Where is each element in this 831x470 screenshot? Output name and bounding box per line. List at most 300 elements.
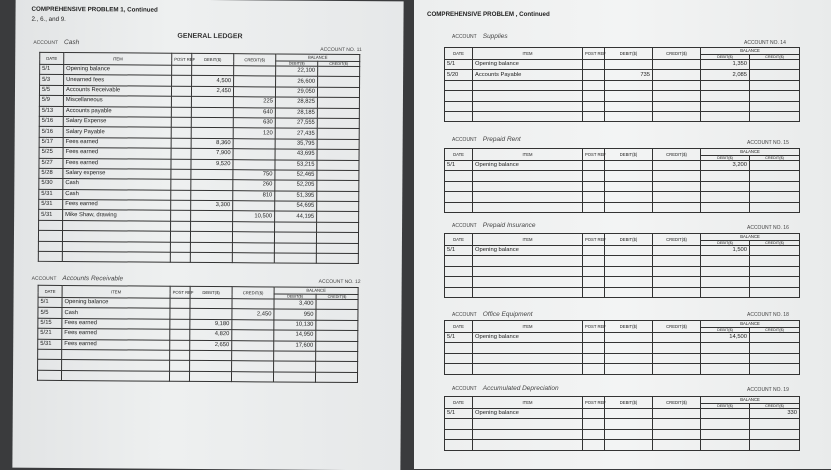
row-date: 5/31: [39, 210, 63, 221]
empty-ledger-row: [445, 202, 800, 212]
empty-cell: [274, 253, 316, 264]
col-debit-header: DEBIT($): [605, 397, 653, 409]
col-credit-header: CREDIT($): [653, 48, 701, 60]
ledger-row: [445, 161, 800, 171]
row-credit: [234, 66, 276, 77]
empty-cell: [170, 242, 190, 253]
col-debit-header: DEBIT($): [605, 48, 653, 60]
empty-cell: [445, 440, 473, 450]
row-debit: 8,360: [191, 138, 233, 149]
row-date: 5/5: [38, 308, 62, 319]
account-label: ACCOUNT: [452, 312, 477, 318]
empty-cell: [445, 419, 473, 429]
empty-cell: [583, 111, 605, 121]
empty-cell: [473, 353, 583, 363]
empty-cell: [701, 419, 750, 429]
empty-cell: [701, 277, 750, 287]
row-post-ref: [583, 246, 605, 256]
empty-cell: [316, 253, 358, 264]
col-post-ref-header: POST REF: [583, 397, 605, 409]
empty-ledger-row: [445, 277, 800, 287]
row-debit: 735: [605, 70, 653, 80]
row-date: 5/3: [40, 75, 64, 86]
col-bal-debit-header: DEBIT($): [701, 328, 750, 333]
empty-cell: [701, 181, 750, 191]
row-date: 5/21: [38, 328, 62, 339]
empty-cell: [653, 101, 701, 111]
empty-ledger-row: [38, 251, 358, 264]
empty-cell: [169, 371, 189, 382]
ledger-row: [445, 409, 800, 419]
empty-cell: [750, 277, 800, 287]
row-item: Fees earned: [63, 158, 171, 169]
row-debit: 3,300: [191, 200, 233, 211]
empty-cell: [701, 80, 750, 90]
empty-cell: [170, 231, 190, 242]
empty-cell: [62, 231, 170, 242]
row-date: 5/15: [38, 318, 62, 329]
row-post-ref: [170, 309, 190, 320]
row-post-ref: [170, 329, 190, 340]
empty-cell: [473, 364, 583, 374]
col-date-header: DATE: [445, 321, 473, 333]
empty-cell: [583, 181, 605, 191]
row-post-ref: [583, 409, 605, 419]
row-post-ref: [170, 298, 190, 309]
empty-cell: [605, 353, 653, 363]
col-balance-header: BALANCE: [276, 54, 360, 62]
empty-cell: [61, 370, 169, 381]
row-balance-debit: 52,205: [275, 180, 317, 191]
col-item-header: ITEM: [473, 234, 583, 246]
empty-cell: [605, 364, 653, 374]
empty-cell: [38, 231, 62, 242]
row-date: 5/20: [445, 70, 473, 80]
empty-cell: [38, 251, 62, 262]
empty-cell: [605, 91, 653, 101]
row-debit: [191, 117, 233, 128]
row-credit: [232, 299, 274, 310]
accum-dep-account-line: [452, 385, 559, 392]
empty-cell: [583, 101, 605, 111]
empty-cell: [274, 351, 316, 362]
row-credit: 225: [233, 97, 275, 108]
empty-cell: [750, 364, 800, 374]
col-balance-header: BALANCE: [701, 234, 800, 241]
empty-cell: [473, 256, 583, 266]
row-credit: 10,500: [233, 211, 275, 222]
row-balance-credit: [317, 87, 359, 98]
row-item: Opening balance: [64, 64, 172, 75]
row-balance-debit: 28,185: [275, 108, 317, 119]
row-item: Fees earned: [62, 339, 170, 350]
empty-cell: [653, 91, 701, 101]
row-item: Opening balance: [473, 161, 583, 171]
row-item: Opening balance: [473, 60, 583, 70]
ar-account-line: [32, 275, 123, 283]
empty-cell: [605, 266, 653, 276]
row-item: Accounts payable: [63, 106, 171, 117]
accum-dep-ledger-table: [444, 396, 800, 451]
empty-cell: [190, 350, 232, 361]
empty-cell: [473, 202, 583, 212]
row-date: 5/25: [39, 147, 63, 158]
supplies-ledger-table: [444, 47, 800, 122]
row-balance-credit: [317, 149, 359, 160]
accum-dep-account-number: ACCOUNT NO. 19: [747, 387, 789, 393]
empty-cell: [701, 171, 750, 181]
accum-dep-account-name: Accumulated Depreciation: [482, 385, 559, 392]
ar-ledger-table: [37, 285, 359, 383]
empty-cell: [653, 419, 701, 429]
empty-cell: [170, 252, 190, 263]
empty-cell: [232, 232, 274, 243]
col-bal-credit-header: CREDIT($): [750, 55, 800, 60]
empty-cell: [231, 371, 273, 382]
col-date-header: DATE: [445, 48, 473, 60]
empty-cell: [274, 243, 316, 254]
empty-cell: [190, 252, 232, 263]
empty-cell: [653, 192, 701, 202]
empty-cell: [653, 266, 701, 276]
empty-cell: [315, 372, 357, 383]
row-balance-credit: [317, 139, 359, 150]
empty-cell: [38, 360, 62, 371]
empty-cell: [445, 80, 473, 90]
empty-cell: [232, 242, 274, 253]
empty-cell: [473, 101, 583, 111]
empty-cell: [445, 111, 473, 121]
row-item: Mike Shaw, drawing: [63, 210, 171, 221]
empty-cell: [750, 101, 800, 111]
row-balance-credit: [317, 201, 359, 212]
empty-cell: [653, 287, 701, 297]
empty-cell: [473, 171, 583, 181]
row-balance-debit: 28,825: [275, 97, 317, 108]
empty-cell: [653, 202, 701, 212]
row-balance-credit: [750, 246, 800, 256]
row-debit: [191, 169, 233, 180]
row-balance-debit: [701, 409, 750, 419]
row-balance-credit: [316, 330, 358, 341]
row-debit: [191, 190, 233, 201]
empty-cell: [605, 256, 653, 266]
empty-ledger-row: [445, 192, 800, 202]
row-balance-debit: 52,465: [275, 170, 317, 181]
row-balance-debit: 14,500: [701, 333, 750, 343]
row-item: Cash: [62, 308, 170, 319]
empty-ledger-row: [445, 91, 800, 101]
supplies-account-name: Supplies: [482, 33, 508, 40]
empty-cell: [170, 350, 190, 361]
empty-cell: [445, 429, 473, 439]
empty-cell: [605, 277, 653, 287]
col-bal-debit-header: DEBIT($): [276, 61, 318, 66]
empty-cell: [653, 277, 701, 287]
row-debit: [191, 211, 233, 222]
empty-cell: [274, 361, 316, 372]
col-bal-credit-header: CREDIT($): [750, 156, 800, 161]
empty-cell: [583, 419, 605, 429]
empty-cell: [701, 266, 750, 276]
empty-ledger-row: [445, 111, 800, 121]
row-balance-debit: 2,085: [701, 70, 750, 80]
row-balance-credit: [318, 77, 360, 88]
row-credit: 260: [233, 180, 275, 191]
col-balance-header: BALANCE: [274, 287, 358, 295]
empty-cell: [445, 353, 473, 363]
empty-cell: [701, 364, 750, 374]
row-item: Unearned fees: [64, 75, 172, 86]
col-credit-header: CREDIT($): [653, 149, 701, 161]
row-balance-credit: [316, 341, 358, 352]
row-balance-credit: [317, 118, 359, 129]
empty-cell: [39, 220, 63, 231]
row-date: 5/31: [38, 339, 62, 350]
row-date: 5/31: [39, 199, 63, 210]
account-label: ACCOUNT: [31, 275, 57, 282]
empty-cell: [274, 232, 316, 243]
row-date: 5/1: [445, 246, 473, 256]
office-equipment-account-line: [452, 311, 533, 318]
left-page-header: COMPREHENSIVE PROBLEM 1, Continued: [31, 5, 158, 14]
empty-cell: [750, 111, 800, 121]
empty-ledger-row: [445, 80, 800, 90]
row-balance-credit: 330: [750, 409, 800, 419]
row-balance-debit: 950: [274, 309, 316, 320]
col-post-ref-header: POST REF: [583, 321, 605, 333]
empty-cell: [473, 343, 583, 353]
empty-cell: [232, 361, 274, 372]
empty-cell: [445, 277, 473, 287]
row-date: 5/1: [445, 333, 473, 343]
row-post-ref: [172, 65, 192, 76]
row-balance-debit: 1,350: [701, 60, 750, 70]
col-date-header: DATE: [445, 149, 473, 161]
row-balance-debit: 27,555: [275, 118, 317, 129]
row-post-ref: [583, 333, 605, 343]
empty-ledger-row: [445, 419, 800, 429]
row-item: Salary Expense: [63, 116, 171, 127]
row-credit: [232, 319, 274, 330]
row-balance-debit: 35,795: [275, 139, 317, 150]
row-balance-credit: [316, 310, 358, 321]
empty-cell: [445, 287, 473, 297]
empty-cell: [62, 252, 170, 263]
empty-cell: [653, 256, 701, 266]
empty-cell: [275, 222, 317, 233]
row-post-ref: [171, 96, 191, 107]
ledger-row: [445, 60, 800, 70]
col-date-header: DATE: [40, 52, 64, 64]
empty-cell: [316, 351, 358, 362]
row-credit: [653, 409, 701, 419]
col-post-ref-header: POST REF: [172, 53, 192, 65]
row-debit: [191, 180, 233, 191]
row-date: 5/1: [38, 297, 62, 308]
row-balance-credit: [317, 129, 359, 140]
ledger-row: [445, 246, 800, 256]
row-balance-credit: [317, 181, 359, 192]
empty-ledger-row: [445, 181, 800, 191]
row-balance-credit: [750, 161, 800, 171]
row-debit: 2,450: [191, 86, 233, 97]
empty-cell: [701, 353, 750, 363]
empty-cell: [583, 80, 605, 90]
row-credit: 630: [233, 118, 275, 129]
empty-cell: [605, 101, 653, 111]
row-debit: 4,820: [190, 330, 232, 341]
empty-cell: [583, 266, 605, 276]
empty-cell: [750, 287, 800, 297]
empty-cell: [583, 343, 605, 353]
empty-cell: [583, 429, 605, 439]
row-balance-credit: [317, 108, 359, 119]
row-post-ref: [171, 169, 191, 180]
empty-cell: [191, 221, 233, 232]
empty-ledger-row: [445, 256, 800, 266]
empty-cell: [653, 171, 701, 181]
row-credit: [653, 70, 701, 80]
row-balance-debit: 10,130: [274, 320, 316, 331]
row-balance-debit: 29,050: [275, 87, 317, 98]
office-equipment-ledger-table: [444, 320, 800, 375]
row-post-ref: [171, 200, 191, 211]
empty-cell: [701, 111, 750, 121]
prepaid-insurance-account-number: ACCOUNT NO. 16: [747, 225, 789, 231]
cash-ledger-table: [38, 52, 360, 265]
col-item-header: ITEM: [62, 285, 170, 298]
ar-account-number: ACCOUNT NO. 12: [318, 278, 361, 286]
row-balance-debit: 22,100: [276, 66, 318, 77]
account-label: ACCOUNT: [452, 137, 477, 143]
empty-cell: [189, 371, 231, 382]
row-credit: [233, 149, 275, 160]
row-credit: [653, 333, 701, 343]
empty-cell: [701, 91, 750, 101]
empty-cell: [233, 222, 275, 233]
row-date: 5/16: [39, 127, 63, 138]
row-credit: [233, 201, 275, 212]
row-item: Salary Payable: [63, 127, 171, 138]
ledger-row: [445, 70, 800, 80]
row-post-ref: [172, 76, 192, 87]
col-bal-debit-header: DEBIT($): [701, 404, 750, 409]
row-post-ref: [171, 86, 191, 97]
office-equipment-account-number: ACCOUNT NO. 18: [747, 312, 789, 318]
empty-ledger-row: [37, 370, 357, 383]
empty-cell: [445, 202, 473, 212]
row-debit: 4,500: [192, 76, 234, 87]
empty-cell: [316, 362, 358, 373]
row-date: 5/1: [40, 64, 64, 75]
col-balance-header: BALANCE: [701, 48, 800, 55]
row-debit: [192, 65, 234, 76]
empty-cell: [750, 91, 800, 101]
empty-cell: [473, 419, 583, 429]
empty-cell: [583, 287, 605, 297]
row-debit: 9,180: [190, 319, 232, 330]
row-date: 5/27: [39, 158, 63, 169]
col-credit-header: CREDIT($): [234, 54, 276, 66]
cash-account-line: [33, 39, 79, 46]
row-debit: 9,520: [191, 159, 233, 170]
row-balance-debit: 26,600: [276, 76, 318, 87]
row-item: Accounts Receivable: [63, 85, 171, 96]
row-post-ref: [171, 117, 191, 128]
row-debit: [605, 409, 653, 419]
row-debit: 2,650: [190, 340, 232, 351]
row-item: Fees earned: [63, 148, 171, 159]
empty-cell: [605, 419, 653, 429]
empty-cell: [653, 181, 701, 191]
empty-cell: [473, 277, 583, 287]
col-post-ref-header: POST REF: [583, 234, 605, 246]
row-credit: [653, 246, 701, 256]
col-credit-header: CREDIT($): [653, 397, 701, 409]
col-balance-header: BALANCE: [701, 321, 800, 328]
col-bal-credit-header: CREDIT($): [750, 404, 800, 409]
col-date-header: DATE: [445, 397, 473, 409]
col-bal-credit-header: CREDIT($): [316, 294, 358, 299]
row-credit: [234, 76, 276, 87]
row-credit: [233, 159, 275, 170]
empty-ledger-row: [445, 343, 800, 353]
col-bal-credit-header: CREDIT($): [750, 241, 800, 246]
row-debit: [191, 128, 233, 139]
empty-cell: [583, 256, 605, 266]
right-page-header: COMPREHENSIVE PROBLEM , Continued: [427, 11, 550, 18]
row-credit: 810: [233, 190, 275, 201]
empty-cell: [170, 361, 190, 372]
empty-cell: [473, 181, 583, 191]
row-date: 5/9: [39, 95, 63, 106]
empty-cell: [63, 220, 171, 231]
row-post-ref: [170, 340, 190, 351]
col-item-header: ITEM: [473, 149, 583, 161]
col-debit-header: DEBIT($): [192, 53, 234, 65]
empty-cell: [605, 181, 653, 191]
row-balance-credit: [317, 170, 359, 181]
col-item-header: ITEM: [473, 321, 583, 333]
empty-cell: [190, 232, 232, 243]
empty-cell: [653, 440, 701, 450]
col-credit-header: CREDIT($): [232, 287, 274, 299]
empty-cell: [750, 80, 800, 90]
empty-cell: [750, 429, 800, 439]
col-debit-header: DEBIT($): [605, 321, 653, 333]
row-item: Opening balance: [473, 333, 583, 343]
row-credit: 2,450: [232, 309, 274, 320]
supplies-account-line: [452, 33, 508, 40]
row-balance-credit: [317, 97, 359, 108]
row-debit: [190, 309, 232, 320]
empty-cell: [653, 111, 701, 121]
empty-cell: [750, 353, 800, 363]
row-debit: [190, 298, 232, 309]
row-item: Salary expense: [63, 168, 171, 179]
col-bal-debit-header: DEBIT($): [701, 156, 750, 161]
row-post-ref: [171, 148, 191, 159]
row-credit: [653, 60, 701, 70]
empty-cell: [750, 181, 800, 191]
empty-cell: [653, 429, 701, 439]
row-balance-debit: 14,950: [274, 330, 316, 341]
empty-ledger-row: [445, 353, 800, 363]
empty-cell: [445, 91, 473, 101]
row-balance-credit: [317, 191, 359, 202]
empty-ledger-row: [445, 429, 800, 439]
